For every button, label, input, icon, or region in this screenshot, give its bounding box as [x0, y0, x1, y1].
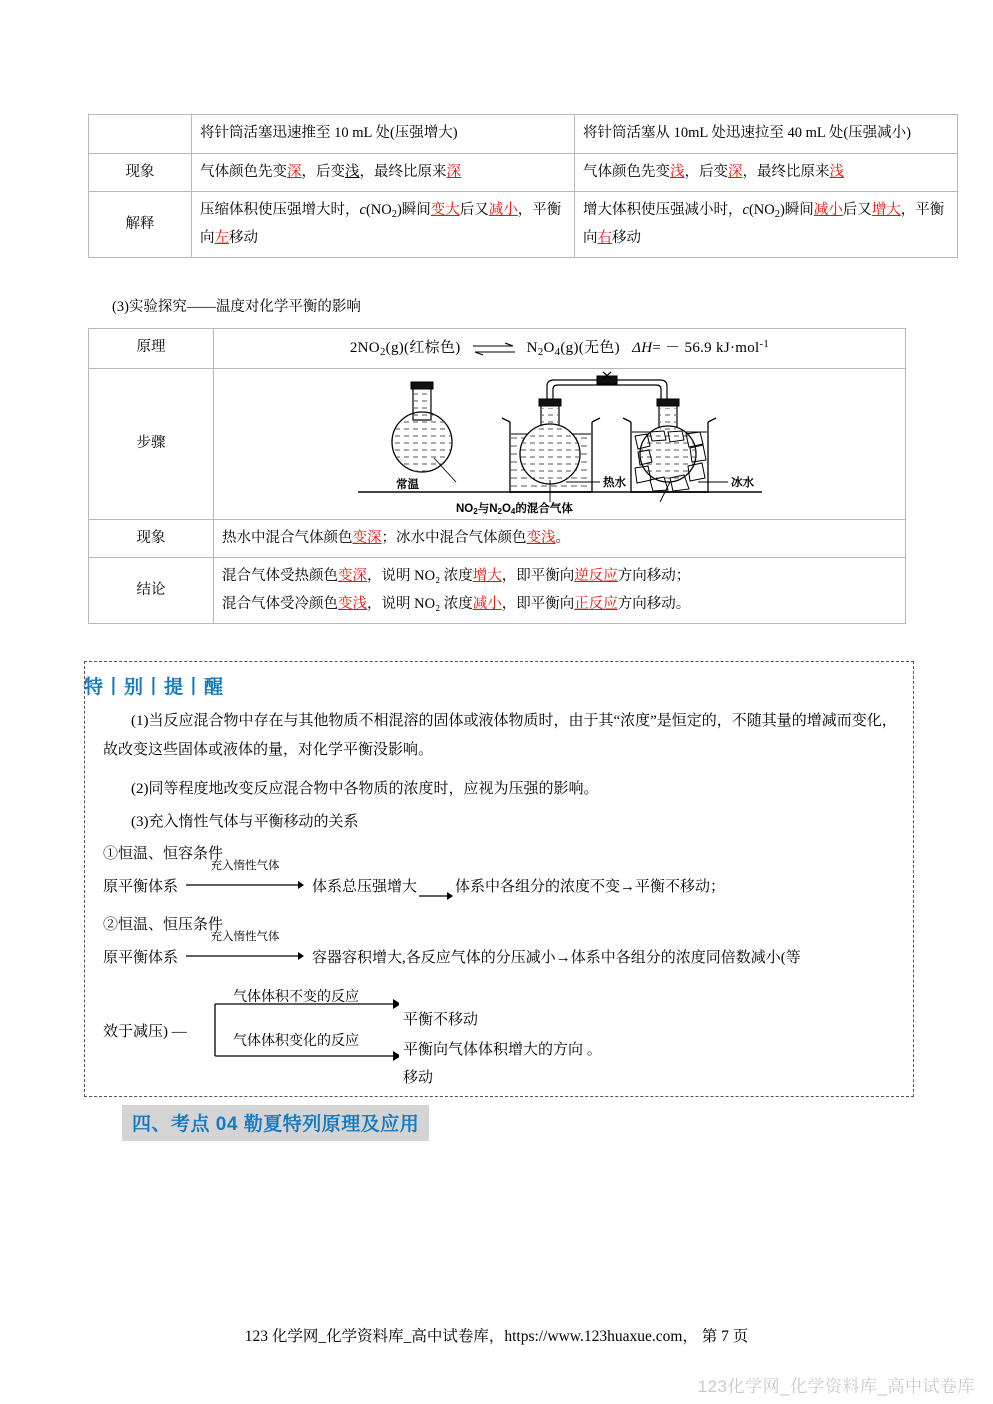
- equilibrium-formula: [222, 334, 897, 363]
- formula-reactant-color: (红棕色): [404, 340, 461, 356]
- text-run: 气体颜色先变: [200, 163, 287, 180]
- table-row: [89, 368, 906, 519]
- text-run: ，平衡向: [583, 202, 945, 246]
- row-label-phenomenon-2: 现象: [89, 519, 214, 558]
- emphasis-underline: 浅: [345, 163, 360, 180]
- text-run: 增大体积使压强减小时，: [583, 202, 743, 219]
- emphasis-red: 逆反应: [574, 568, 618, 585]
- emphasis-red: 浅: [829, 163, 844, 180]
- reminder-paragraph-2: (2)同等程度地改变反应混合物中各物质的浓度时，应视为压强的影响。: [131, 781, 599, 797]
- formula-product: $N_2O_4(g)$: [526, 340, 579, 359]
- enthalpy-symbol: ΔH: [632, 340, 653, 356]
- pressure-increase-operation: 将针筒活塞迅速推至 10 mL 处(压强增大): [192, 115, 575, 154]
- text-run: 方向移动。: [617, 595, 691, 612]
- text-run: ，平衡向: [200, 202, 562, 246]
- text-run: 混合气体受热颜色: [222, 568, 338, 585]
- phenomenon-pressure-increase: [192, 153, 575, 192]
- text-run: 瞬间: [401, 202, 431, 219]
- row-label-phenomenon: 现象: [89, 153, 192, 192]
- pressure-decrease-operation: 将针筒活塞从 10mL 处迅速拉至 40 mL 处(压强减小): [575, 115, 958, 154]
- emphasis-red: 浅: [670, 163, 685, 180]
- explanation-pressure-increase: [192, 192, 575, 258]
- emphasis-red: 右: [597, 229, 612, 246]
- flow2-arrow-label: 充入惰性气体: [210, 931, 280, 943]
- branch-output-1: 平衡不移动: [403, 1012, 479, 1028]
- temperature-experiment-table: [88, 328, 906, 624]
- text-run: 方向移动；: [617, 568, 691, 585]
- text-run: ，后变: [684, 163, 728, 180]
- section-heading-kaodian-04: 四、考点 04 勒夏特列原理及应用: [122, 1105, 429, 1141]
- branch-left-label: 效于减压) —: [103, 1024, 187, 1040]
- emphasis-red: 减小: [488, 202, 518, 219]
- label-room-temp: 常温: [395, 478, 419, 491]
- text-run: ，最终比原来: [359, 163, 447, 180]
- reminder-paragraph-3: (3)充入惰性气体与平衡移动的关系: [131, 814, 359, 830]
- table-row: [89, 519, 906, 558]
- label-ice-water: 冰水: [730, 476, 754, 489]
- flow1-mid: 体系总压强增大: [312, 879, 418, 895]
- row-label-empty: [89, 115, 192, 154]
- emphasis-red: 变深: [338, 568, 367, 585]
- emphasis-red: 深: [446, 163, 461, 180]
- flow1-long-arrow-icon: [419, 883, 453, 893]
- inline-formula: $c(NO_2)$: [742, 202, 785, 221]
- emphasis-red: 左: [214, 229, 229, 246]
- reminder-paragraph-1: (1)当反应混合物中存在与其他物质不相混溶的固体或液体物质时，由于其“浓度”是恒定的，不随其量的增减而变化，故改变这些固体或液体的量，对化学平衡没影响。: [103, 713, 897, 758]
- row-label-explanation: 解释: [89, 192, 192, 258]
- apparatus-svg: [350, 370, 770, 518]
- row-label-principle: 原理: [89, 329, 214, 369]
- table-row: [89, 558, 906, 624]
- phenomenon-pressure-decrease: [575, 153, 958, 192]
- flow2-tail: 容器容积增大,各反应气体的分压减小→体系中各组分的浓度同倍数减小(等: [312, 950, 801, 966]
- text-run: ；冰水中混合气体颜色: [381, 529, 527, 546]
- text-run: 瞬间: [784, 202, 814, 219]
- reminder-condition-1: ①恒温、恒容条件: [103, 846, 224, 862]
- flow1-tail: 体系中各组分的浓度不变→平衡不移动；: [455, 879, 726, 895]
- reminder-condition-2: ②恒温、恒压条件: [103, 917, 224, 933]
- text-run: 压缩体积使压强增大时，: [200, 202, 360, 219]
- branch-bottom-label: 气体体积变化的反应: [233, 1034, 359, 1049]
- principle-formula-cell: [214, 329, 906, 369]
- label-hot-water: 热水: [602, 476, 626, 489]
- apparatus-diagram: [214, 369, 905, 519]
- branch-top-label: 气体体积不变的反应: [233, 990, 359, 1005]
- row-label-steps: 步骤: [89, 368, 214, 519]
- table-row: [89, 192, 958, 258]
- reminder-flow-line-1: [103, 860, 923, 902]
- conclusion-line-1: [222, 563, 897, 591]
- row-label-conclusion: 结论: [89, 558, 214, 624]
- temperature-conclusion: [214, 558, 906, 624]
- emphasis-red: 深: [728, 163, 743, 180]
- flow1-arrow-label: 充入惰性气体: [210, 860, 280, 872]
- emphasis-red: 变浅: [338, 595, 367, 612]
- text-run: ，说明 NO₂ 浓度: [367, 595, 473, 612]
- text-run: ，最终比原来: [742, 163, 830, 180]
- text-run: 移动: [229, 229, 258, 246]
- branch-output-3: 移动: [403, 1070, 434, 1086]
- text-run: 混合气体受冷颜色: [222, 595, 338, 612]
- emphasis-red: 变大: [430, 202, 460, 219]
- apparatus-diagram-cell: [214, 368, 906, 519]
- reminder-flow-line-2: [103, 931, 933, 973]
- formula-reactant: $2NO_2(g)$: [349, 340, 405, 359]
- table-row: [89, 153, 958, 192]
- emphasis-red: 深: [287, 163, 302, 180]
- experiment-caption: (3)实验探究——温度对化学平衡的影响: [112, 299, 361, 315]
- text-run: ，后变: [301, 163, 345, 180]
- text-run: 。: [555, 529, 570, 546]
- emphasis-red: 增大: [472, 568, 502, 585]
- enthalpy-exponent: -1: [759, 338, 770, 351]
- connecting-tube: [547, 372, 667, 402]
- pressure-experiment-table: [88, 114, 958, 258]
- emphasis-red: 减小: [472, 595, 502, 612]
- text-run: 热水中混合气体颜色: [222, 529, 353, 546]
- text-run: ，即平衡向: [501, 595, 575, 612]
- label-gas-mixture: NO2与N2O4的混合气体: [455, 502, 573, 516]
- text-run: ，说明 NO₂ 浓度: [367, 568, 473, 585]
- branch-diagram: [103, 986, 863, 1086]
- text-run: 气体颜色先变: [583, 163, 670, 180]
- flow1-arrow: [180, 860, 310, 885]
- watermark: 123化学网_化学资料库_高中试卷库: [697, 1377, 975, 1396]
- emphasis-red: 增大: [871, 202, 901, 219]
- flow2-arrow: [180, 931, 310, 956]
- text-run: ，即平衡向: [501, 568, 575, 585]
- equilibrium-arrow-icon: [471, 342, 517, 356]
- emphasis-red: 变浅: [526, 529, 556, 546]
- text-run: 后又: [842, 202, 872, 219]
- text-run: 后又: [459, 202, 489, 219]
- text-run: 移动: [612, 229, 641, 246]
- branch-output-2: 平衡向气体体积增大的方向 。: [403, 1042, 602, 1058]
- conclusion-line-2: [222, 591, 897, 619]
- explanation-pressure-decrease: [575, 192, 958, 258]
- flask-ice-water: [638, 399, 700, 484]
- emphasis-red: 变深: [352, 529, 382, 546]
- flow2-start: 原平衡体系: [103, 950, 179, 966]
- table-row: [89, 329, 906, 369]
- temperature-phenomenon: [214, 519, 906, 558]
- emphasis-red: 减小: [813, 202, 843, 219]
- inline-formula: $c(NO_2)$: [359, 202, 402, 221]
- special-reminder-title: 特丨别丨提丨醒: [84, 677, 225, 698]
- enthalpy-value: = － 56.9 kJ·mol: [652, 340, 760, 356]
- flask-room-temp: [390, 382, 456, 482]
- formula-product-color: (无色): [578, 340, 620, 356]
- emphasis-red: 正反应: [574, 595, 618, 612]
- table-row: [89, 115, 958, 154]
- flow1-start: 原平衡体系: [103, 879, 179, 895]
- page-footer: 123 化学网_化学资料库_高中试卷库，https://www.123huaxue.com， 第 7 页: [244, 1328, 749, 1345]
